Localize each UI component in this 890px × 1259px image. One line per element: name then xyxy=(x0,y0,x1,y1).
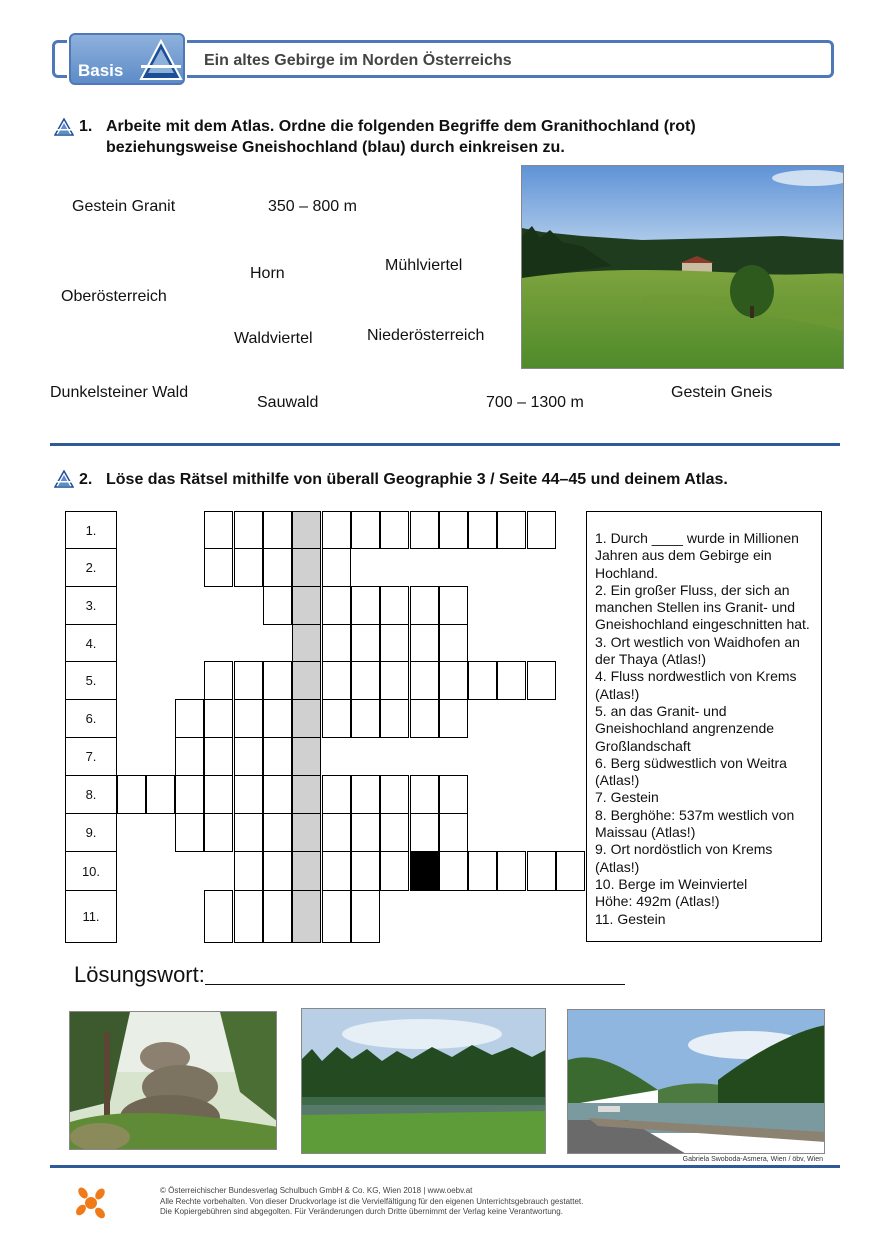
clue-10-hoehe: Höhe: 492m (Atlas!) xyxy=(595,893,720,910)
term-horn[interactable]: Horn xyxy=(250,265,285,282)
crossword-row-number: 4. xyxy=(65,624,117,662)
crossword-cell[interactable] xyxy=(263,586,292,625)
crossword-row-number: 6. xyxy=(65,699,117,738)
term-gestein-granit[interactable]: Gestein Granit xyxy=(72,198,176,215)
publisher-logo-icon xyxy=(73,1185,109,1221)
crossword-cell[interactable] xyxy=(351,775,380,814)
clue-7: 7. Gestein xyxy=(595,789,659,806)
crossword-cell[interactable] xyxy=(263,813,292,852)
crossword-row-number: 2. xyxy=(65,548,117,587)
crossword-cell[interactable] xyxy=(204,661,233,700)
crossword-cell[interactable] xyxy=(263,851,292,891)
crossword-cell[interactable] xyxy=(322,586,351,625)
crossword-cell[interactable] xyxy=(234,737,263,776)
crossword-cell[interactable] xyxy=(439,813,468,852)
crossword-row-number: 5. xyxy=(65,661,117,700)
crossword-cell[interactable] xyxy=(175,737,204,776)
crossword-cell[interactable] xyxy=(175,699,204,738)
solution-label: Lösungswort: xyxy=(74,962,205,987)
level-badge xyxy=(69,33,185,85)
crossword-cell[interactable] xyxy=(322,699,351,738)
crossword-cell[interactable] xyxy=(527,851,556,891)
clue-2: 2. Ein großer Fluss, der sich an manchen Stellen ins Granit- und Gneishochland eingeschnitten hat. xyxy=(595,581,810,633)
crossword-cell[interactable] xyxy=(410,699,439,738)
crossword-cell[interactable] xyxy=(380,851,409,891)
crossword-solution-cell[interactable] xyxy=(292,890,321,943)
crossword-cell[interactable] xyxy=(351,511,380,549)
crossword-cell[interactable] xyxy=(380,813,409,852)
crossword-cell[interactable] xyxy=(351,624,380,662)
crossword-cell[interactable] xyxy=(322,775,351,814)
crossword-cell[interactable] xyxy=(234,851,263,891)
crossword-solution-cell[interactable] xyxy=(292,775,321,814)
crossword-cell[interactable] xyxy=(527,661,556,700)
solution-answer-line[interactable] xyxy=(205,984,625,985)
crossword-cell[interactable] xyxy=(204,775,233,814)
crossword-cell[interactable] xyxy=(380,586,409,625)
crossword-row-number: 10. xyxy=(65,851,117,891)
crossword-cell[interactable] xyxy=(117,775,146,814)
crossword-cell[interactable] xyxy=(263,890,292,943)
crossword-cell[interactable] xyxy=(410,813,439,852)
crossword-cell[interactable] xyxy=(380,624,409,662)
clue-11: 11. Gestein xyxy=(595,910,666,927)
photo-credit: Gabriela Swoboda-Asmera, Wien / öbv, Wien xyxy=(682,1156,823,1163)
crossword-cell[interactable] xyxy=(204,548,233,587)
crossword-cell[interactable] xyxy=(322,548,351,587)
crossword-cell[interactable] xyxy=(351,661,380,700)
crossword-row-number: 11. xyxy=(65,890,117,943)
crossword-cell[interactable] xyxy=(439,511,468,549)
footer-divider xyxy=(50,1165,840,1168)
crossword-cell[interactable] xyxy=(497,661,526,700)
crossword-cell[interactable] xyxy=(234,548,263,587)
clue-9: 9. Ort nordöstlich von Krems (Atlas!) xyxy=(595,841,773,875)
crossword-cell[interactable] xyxy=(204,890,233,943)
crossword-cell[interactable] xyxy=(439,586,468,625)
crossword-solution-cell[interactable] xyxy=(292,851,321,891)
rock-forest-photo xyxy=(69,1011,277,1150)
river-forest-photo xyxy=(301,1008,546,1154)
crossword-cell[interactable] xyxy=(410,586,439,625)
footer-copyright xyxy=(160,1186,583,1218)
crossword-cell[interactable] xyxy=(351,890,380,943)
clue-3: 3. Ort westlich von Waidhofen an der Thaya (Atlas!) xyxy=(595,633,800,668)
crossword-cell[interactable] xyxy=(439,661,468,700)
task-icon xyxy=(54,470,74,488)
crossword-cell[interactable] xyxy=(263,775,292,814)
crossword-row-number: 3. xyxy=(65,586,117,625)
term-niederoesterreich[interactable]: Niederösterreich xyxy=(367,327,485,344)
crossword-cell[interactable] xyxy=(204,511,233,549)
crossword-cell[interactable] xyxy=(380,775,409,814)
term-oberoesterreich[interactable]: Oberösterreich xyxy=(61,288,167,305)
crossword-cell[interactable] xyxy=(234,511,263,549)
crossword-row-number: 8. xyxy=(65,775,117,814)
crossword-cell[interactable] xyxy=(351,699,380,738)
footer-line-1: © Österreichischer Bundesverlag Schulbuch GmbH & Co. KG, Wien 2018 | www.oebv.at xyxy=(160,1186,473,1195)
crossword-cell[interactable] xyxy=(439,851,468,891)
crossword-cell[interactable] xyxy=(175,775,204,814)
task-number: 2. xyxy=(79,471,93,488)
task-number: 1. xyxy=(79,118,93,135)
crossword-cell[interactable] xyxy=(351,813,380,852)
crossword-cell[interactable] xyxy=(410,624,439,662)
term-waldviertel[interactable]: Waldviertel xyxy=(234,330,313,347)
crossword-cell[interactable] xyxy=(322,851,351,891)
crossword-clues xyxy=(586,511,822,942)
crossword-cell[interactable] xyxy=(497,511,526,549)
landscape-photo xyxy=(521,165,844,369)
term-700-1300[interactable]: 700 – 1300 m xyxy=(486,394,584,411)
term-gestein-gneis[interactable]: Gestein Gneis xyxy=(671,384,773,401)
crossword-cell[interactable] xyxy=(410,511,439,549)
crossword-cell[interactable] xyxy=(497,851,526,891)
crossword-solution-cell[interactable] xyxy=(292,586,321,625)
crossword-cell[interactable] xyxy=(263,737,292,776)
clue-4: 4. Fluss nordwestlich von Krems (Atlas!) xyxy=(595,668,797,702)
crossword-solution-cell[interactable] xyxy=(292,511,321,549)
crossword-cell[interactable] xyxy=(175,813,204,852)
page-title: Ein altes Gebirge im Norden Österreichs xyxy=(204,52,512,69)
crossword-cell[interactable] xyxy=(146,775,175,814)
crossword-cell[interactable] xyxy=(204,813,233,852)
crossword-cell[interactable] xyxy=(527,511,556,549)
crossword-cell[interactable] xyxy=(439,624,468,662)
footer-line-2: Alle Rechte vorbehalten. Von dieser Druckvorlage ist die Vervielfältigung für den eigenen Unterrichtsgebrauch gestattet. xyxy=(160,1196,584,1206)
crossword-cell[interactable] xyxy=(322,890,351,943)
crossword-cell[interactable] xyxy=(234,775,263,814)
task-instruction: Löse das Rätsel mithilfe von überall Geographie 3 / Seite 44–45 und deinem Atlas. xyxy=(106,471,728,488)
crossword-solution-cell[interactable] xyxy=(292,661,321,700)
crossword-solution-cell[interactable] xyxy=(292,624,321,662)
crossword-solution-cell[interactable] xyxy=(292,813,321,852)
crossword-cell[interactable] xyxy=(234,813,263,852)
task-instruction-line1: Arbeite mit dem Atlas. Ordne die folgenden Begriffe dem Granithochland (rot) xyxy=(106,118,696,135)
clue-5: 5. an das Granit- und Gneishochland angrenzende Großlandschaft xyxy=(595,702,775,754)
task-icon xyxy=(54,118,74,136)
term-sauwald[interactable]: Sauwald xyxy=(257,394,319,411)
crossword-cell[interactable] xyxy=(322,661,351,700)
crossword-row-number: 1. xyxy=(65,511,117,549)
section-divider xyxy=(50,443,840,446)
crossword-cell[interactable] xyxy=(204,737,233,776)
crossword-cell[interactable] xyxy=(234,661,263,700)
crossword-cell[interactable] xyxy=(322,813,351,852)
crossword-cell[interactable] xyxy=(439,699,468,738)
crossword-cell[interactable] xyxy=(468,511,497,549)
term-350-800[interactable]: 350 – 800 m xyxy=(268,198,357,215)
task-instruction-line2: beziehungsweise Gneishochland (blau) durch einkreisen zu. xyxy=(106,139,565,156)
crossword-cell[interactable] xyxy=(351,586,380,625)
crossword-cell[interactable] xyxy=(410,661,439,700)
crossword-cell[interactable] xyxy=(263,548,292,587)
crossword-cell[interactable] xyxy=(263,661,292,700)
crossword-row-number: 9. xyxy=(65,813,117,852)
crossword-cell[interactable] xyxy=(380,661,409,700)
crossword-cell[interactable] xyxy=(322,511,351,549)
crossword-cell[interactable] xyxy=(468,661,497,700)
clue-8: 8. Berghöhe: 537m westlich von Maissau (Atlas!) xyxy=(595,806,795,841)
crossword-solution-cell[interactable] xyxy=(292,548,321,587)
crossword-cell[interactable] xyxy=(380,699,409,738)
crossword-blocked-cell xyxy=(410,851,439,891)
clue-6: 6. Berg südwestlich von Weitra (Atlas!) xyxy=(595,754,787,789)
crossword-solution-cell[interactable] xyxy=(292,737,321,776)
crossword-solution-cell[interactable] xyxy=(292,699,321,738)
danube-valley-photo xyxy=(567,1009,825,1154)
crossword-cell[interactable] xyxy=(322,624,351,662)
crossword-cell[interactable] xyxy=(263,511,292,549)
crossword-cell[interactable] xyxy=(410,775,439,814)
crossword-cell[interactable] xyxy=(380,511,409,549)
crossword-cell[interactable] xyxy=(234,699,263,738)
footer-line-3: Die Kopiergebühren sind abgegolten. Für Veränderungen durch Dritte übernimmt der Verlag keine Verantwortung. xyxy=(160,1207,563,1216)
term-dunkelsteiner-wald[interactable]: Dunkelsteiner Wald xyxy=(50,384,189,401)
crossword-cell[interactable] xyxy=(263,699,292,738)
crossword-row-number: 7. xyxy=(65,737,117,776)
crossword-cell[interactable] xyxy=(204,699,233,738)
term-muehlviertel[interactable]: Mühlviertel xyxy=(385,257,463,274)
level-badge-label: Basis xyxy=(78,61,124,80)
triangle-logo-icon xyxy=(139,39,183,81)
clue-1: 1. Durch ____ wurde in Millionen Jahren aus dem Gebirge ein Hochland. xyxy=(595,530,799,581)
crossword-cell[interactable] xyxy=(234,890,263,943)
crossword-cell[interactable] xyxy=(439,775,468,814)
crossword-cell[interactable] xyxy=(556,851,585,891)
crossword-cell[interactable] xyxy=(468,851,497,891)
crossword-cell[interactable] xyxy=(351,851,380,891)
clue-10: 10. Berge im Weinviertel xyxy=(595,875,748,892)
